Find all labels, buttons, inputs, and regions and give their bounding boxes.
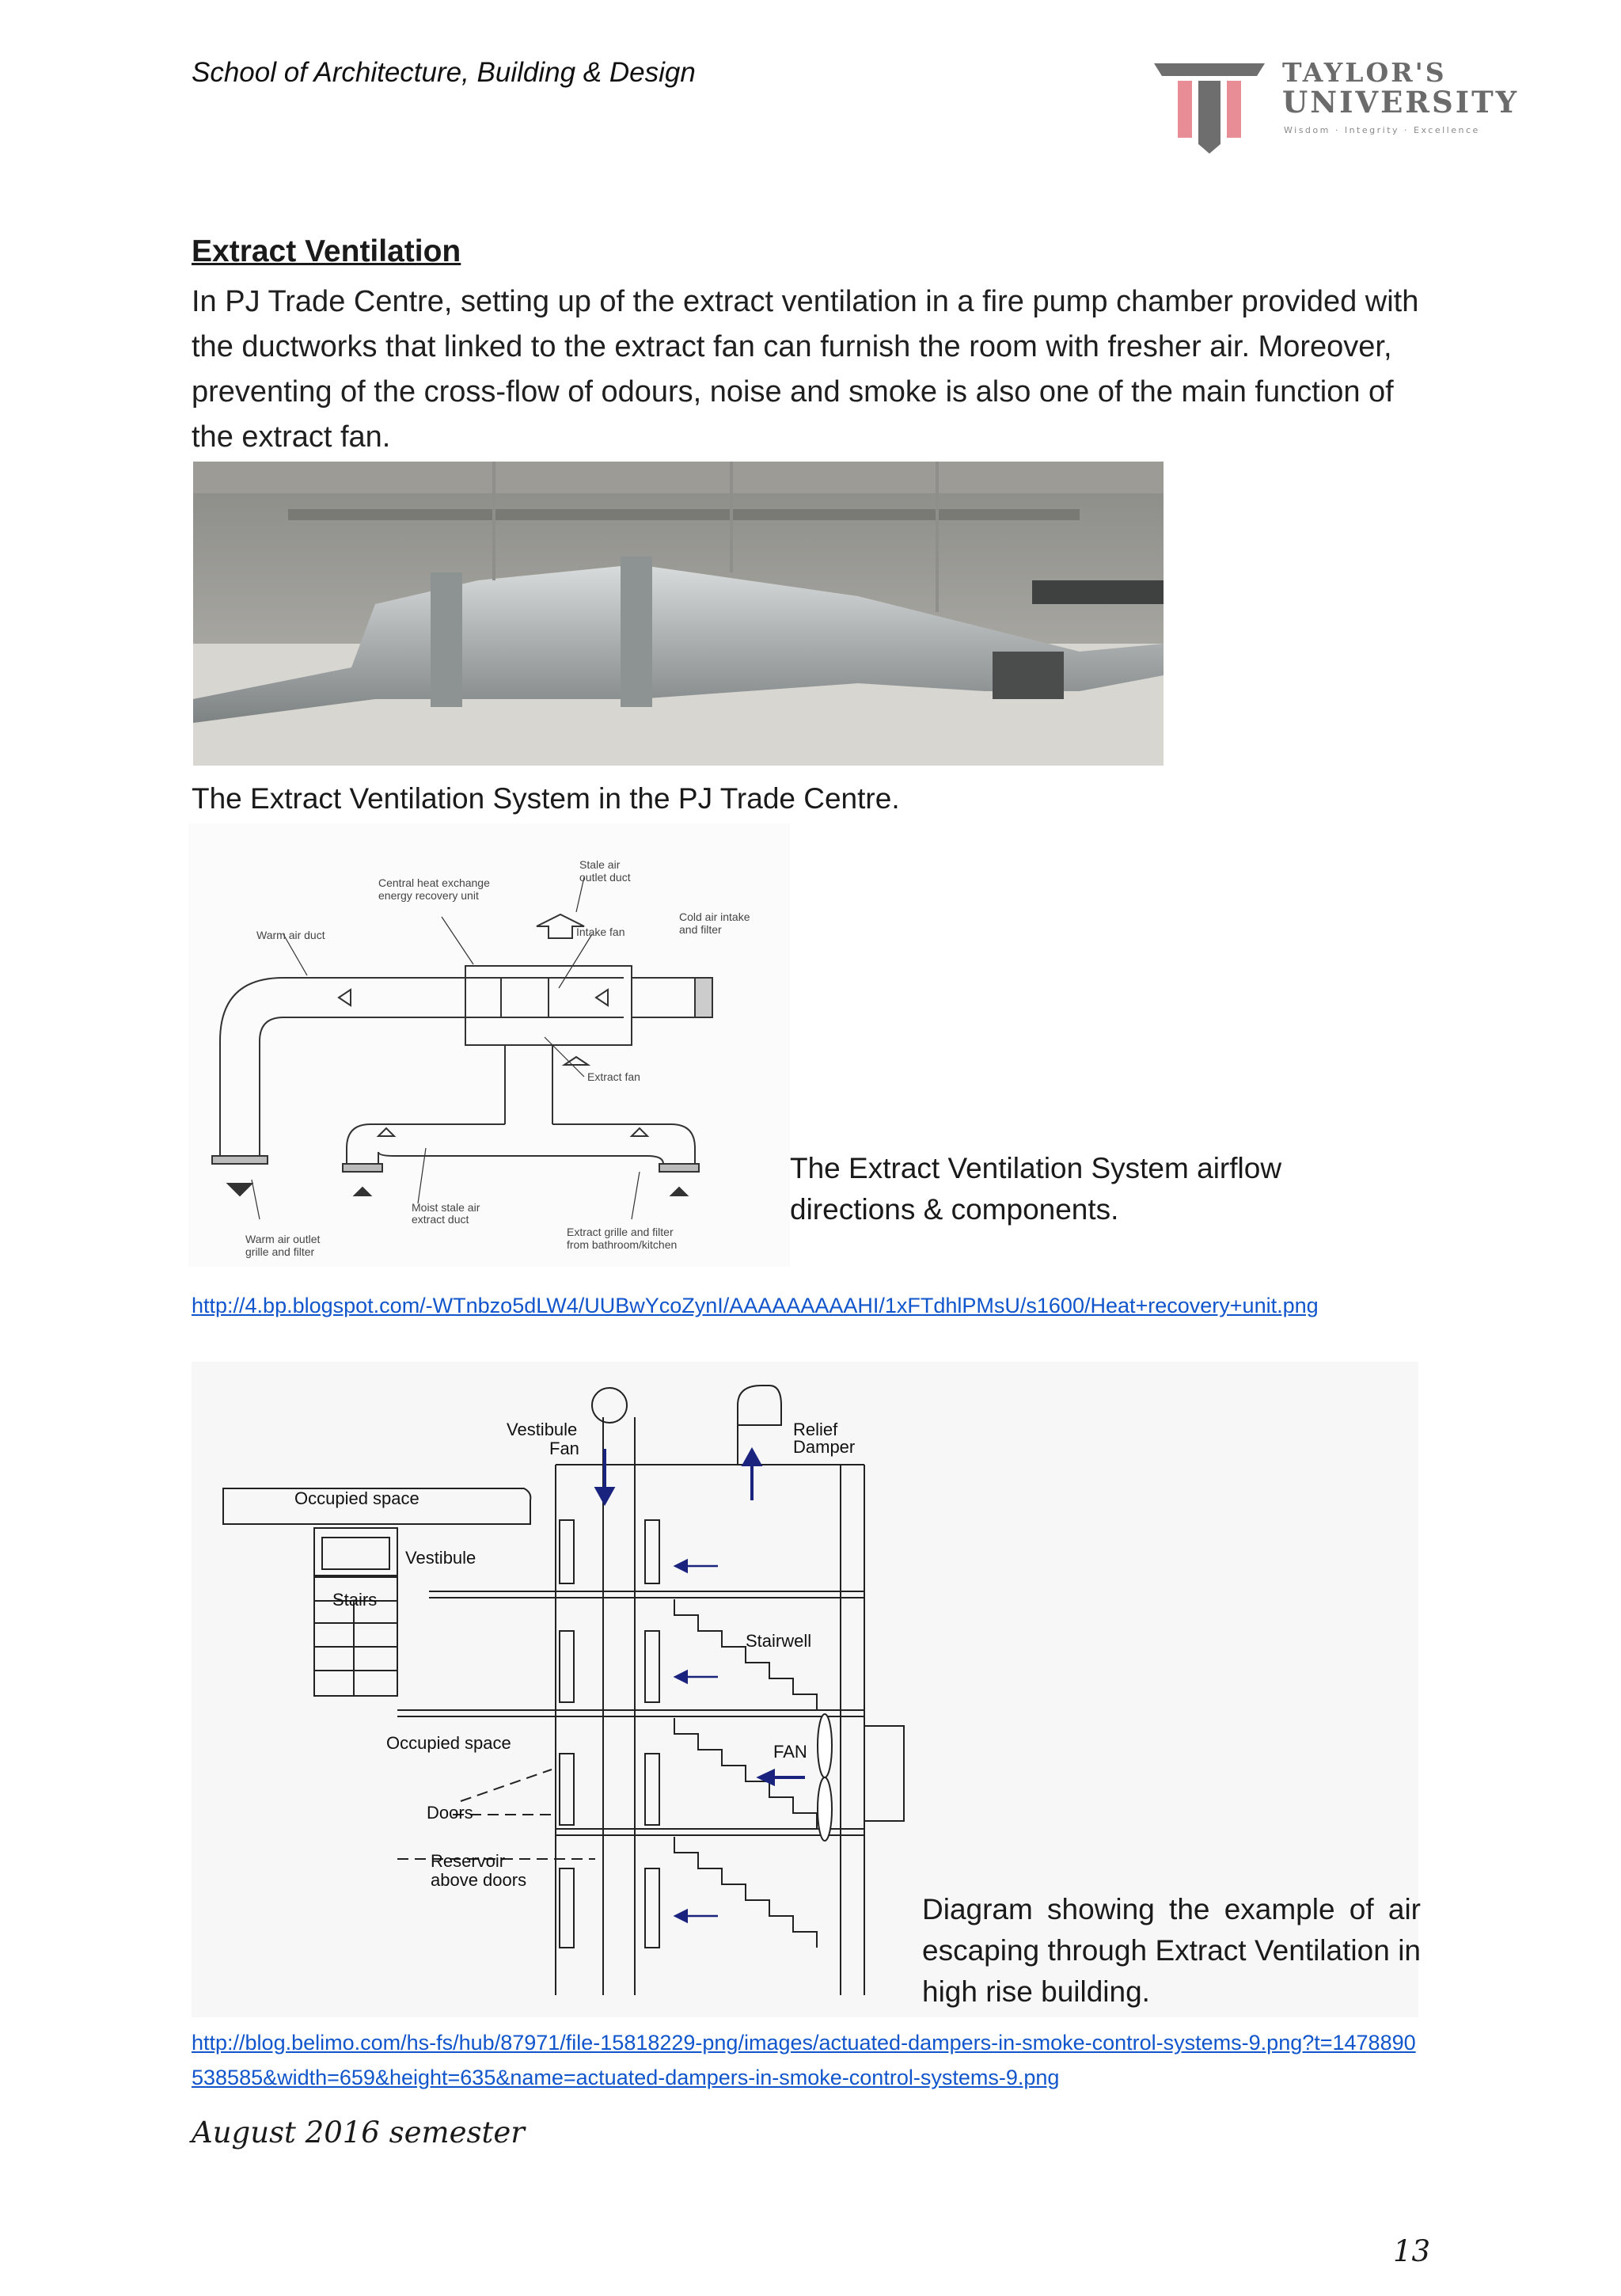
section-heading: Extract Ventilation — [192, 234, 461, 268]
label-relief-1: Relief — [793, 1420, 838, 1439]
label-vestibule-fan-1: Vestibule — [507, 1420, 578, 1439]
page-number: 13 — [1393, 2234, 1431, 2268]
logo-wordmark: TAYLOR'S UNIVERSITY — [1282, 57, 1520, 120]
figure2-source-link[interactable]: http://4.bp.blogspot.com/-WTnbzo5dLW4/UUBwYcoZynI/AAAAAAAAAHI/1xFTdhlPMsU/s1600/Heat+recovery+unit.png — [192, 1294, 1319, 1317]
logo-motto: Wisdom · Integrity · Excellence — [1284, 125, 1480, 135]
label-extract-duct: extract duct — [412, 1213, 469, 1226]
heat-recovery-diagram — [188, 823, 790, 1267]
label-warm-air-duct: Warm air duct — [256, 929, 325, 941]
figure3-caption: Diagram showing the example of air escaping through Extract Ventilation in high rise building. — [922, 1893, 1421, 2008]
label-relief-2: Damper — [793, 1437, 856, 1457]
label-stale-air: Stale air — [579, 858, 621, 871]
label-energy-recovery: energy recovery unit — [378, 889, 479, 902]
duct-photo — [193, 462, 1164, 766]
logo-mark-icon — [1154, 55, 1273, 158]
label-reservoir-1: Reservoir — [431, 1851, 506, 1871]
figure1-caption: The Extract Ventilation System in the PJ Trade Centre. — [192, 782, 900, 815]
label-central-heat: Central heat exchange — [378, 876, 490, 889]
label-occupied-space-2: Occupied space — [386, 1733, 511, 1753]
label-and-filter: and filter — [679, 923, 722, 936]
label-warm-outlet: Warm air outlet — [245, 1233, 321, 1245]
label-stairs: Stairs — [332, 1590, 378, 1610]
figure3-source-link[interactable]: http://blog.belimo.com/hs-fs/hub/87971/file-15818229-png/images/actuated-dampers-in-smoke-control-systems-9.png?t=1478890538585&width=659&height=635&name=actuated-dampers-in-smoke-control-systems-9.png — [192, 2031, 1416, 2089]
label-stairwell: Stairwell — [746, 1631, 812, 1651]
label-cold-air: Cold air intake — [679, 910, 750, 923]
label-grille-filter: grille and filter — [245, 1245, 315, 1258]
figure2-caption: The Extract Ventilation System airflow directions & components. — [790, 1152, 1282, 1226]
label-doors: Doors — [427, 1803, 473, 1823]
label-extract-grille: Extract grille and filter — [567, 1226, 674, 1238]
label-fan: FAN — [773, 1742, 807, 1762]
label-extract-fan: Extract fan — [587, 1070, 640, 1083]
section-paragraph: In PJ Trade Centre, setting up of the extract ventilation in a fire pump chamber provided with the ductworks that linked to the extract fan can furnish the room with fresher air. Moreover, preventing of the cross-flow of odours, noise and smoke is also one of the main function of the extract fan. — [192, 285, 1419, 454]
label-vestibule: Vestibule — [405, 1548, 476, 1568]
label-intake-fan: Intake fan — [576, 926, 625, 938]
label-occupied-space: Occupied space — [294, 1488, 419, 1508]
label-from-bathroom: from bathroom/kitchen — [567, 1238, 678, 1251]
school-name: School of Architecture, Building & Design — [192, 57, 696, 88]
footer-semester: August 2016 semester — [192, 2115, 525, 2150]
label-outlet-duct: outlet duct — [579, 871, 631, 884]
label-moist-stale: Moist stale air — [412, 1201, 480, 1214]
label-reservoir-2: above doors — [431, 1870, 527, 1890]
label-vestibule-fan-2: Fan — [549, 1439, 579, 1458]
